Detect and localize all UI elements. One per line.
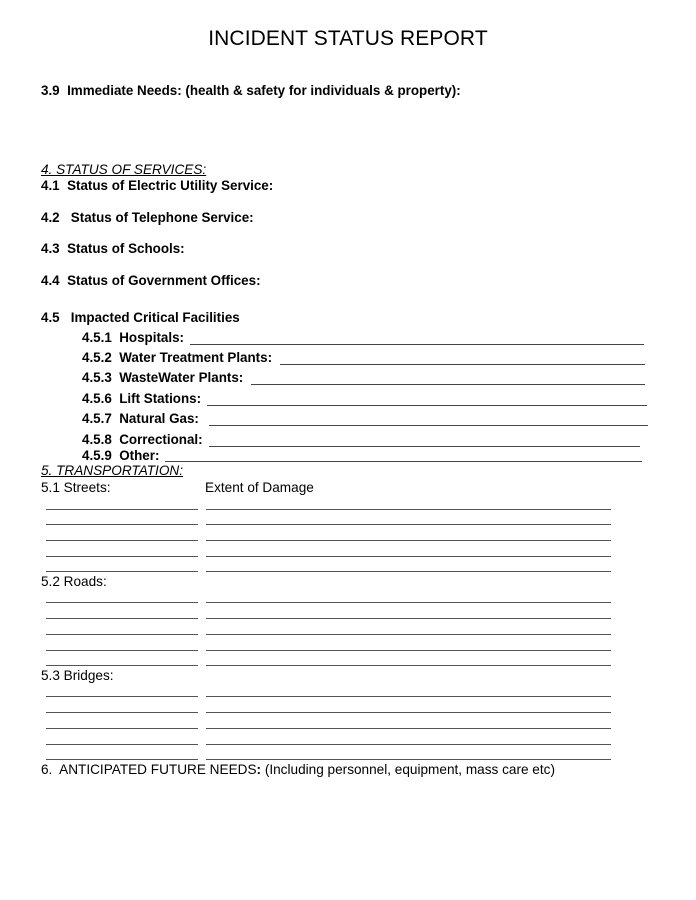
- bridge-name-field[interactable]: [46, 712, 198, 713]
- item-label: Hospitals:: [119, 330, 184, 345]
- item-label: Other:: [119, 448, 160, 463]
- road-damage-field[interactable]: [206, 650, 611, 651]
- item-number: 4.5.6: [82, 391, 112, 406]
- road-damage-field[interactable]: [206, 665, 611, 666]
- bridge-name-field[interactable]: [46, 759, 198, 760]
- bridge-damage-field[interactable]: [206, 744, 611, 745]
- item-label: Status of Telephone Service:: [70, 210, 254, 225]
- wastewater-field[interactable]: [251, 384, 645, 385]
- facility-correctional: [82, 432, 203, 447]
- item-number: 4.4: [41, 273, 60, 288]
- item-number: 4.2: [41, 210, 60, 225]
- road-name-field[interactable]: [46, 618, 198, 619]
- item-label: Status of Electric Utility Service:: [67, 178, 274, 193]
- streets-label: 5.1 Streets:: [41, 480, 111, 495]
- item-label: Impacted Critical Facilities: [70, 310, 240, 325]
- item-4-5: [41, 310, 240, 325]
- item-label: Immediate Needs: (health & safety for individuals & property):: [67, 83, 461, 98]
- bridge-damage-field[interactable]: [206, 712, 611, 713]
- item-4-4: [41, 273, 261, 288]
- street-damage-field[interactable]: [206, 540, 611, 541]
- section-6-title: 6. ANTICIPATED FUTURE NEEDS: [41, 762, 257, 777]
- correctional-field[interactable]: [209, 446, 640, 447]
- section-5-heading: 5. TRANSPORTATION:: [41, 463, 183, 478]
- facility-hospitals: [82, 330, 184, 345]
- bridges-label: 5.3 Bridges:: [41, 668, 114, 683]
- item-label: Natural Gas:: [119, 411, 199, 426]
- road-name-field[interactable]: [46, 665, 198, 666]
- road-name-field[interactable]: [46, 634, 198, 635]
- item-number: 4.3: [41, 241, 60, 256]
- item-number: 4.5.7: [82, 411, 112, 426]
- street-damage-field[interactable]: [206, 556, 611, 557]
- item-number: 4.5: [41, 310, 60, 325]
- lift-stations-field[interactable]: [207, 405, 647, 406]
- road-damage-field[interactable]: [206, 634, 611, 635]
- item-label: Lift Stations:: [119, 391, 202, 406]
- item-4-3: [41, 241, 185, 256]
- facility-natural-gas: [82, 411, 199, 426]
- section-6-heading: [41, 762, 555, 777]
- item-number: 4.5.2: [82, 350, 112, 365]
- item-number: 4.5.1: [82, 330, 112, 345]
- item-number: 4.5.3: [82, 370, 112, 385]
- water-treatment-field[interactable]: [280, 364, 645, 365]
- road-damage-field[interactable]: [206, 618, 611, 619]
- facility-other: [82, 448, 159, 463]
- street-damage-field[interactable]: [206, 571, 611, 572]
- street-name-field[interactable]: [46, 571, 198, 572]
- item-number: 3.9: [41, 83, 60, 98]
- bridge-damage-field[interactable]: [206, 728, 611, 729]
- item-number: 4.1: [41, 178, 60, 193]
- street-name-field[interactable]: [46, 524, 198, 525]
- road-name-field[interactable]: [46, 602, 198, 603]
- bridge-name-field[interactable]: [46, 728, 198, 729]
- other-field[interactable]: [165, 461, 642, 462]
- bridge-damage-field[interactable]: [206, 696, 611, 697]
- hospitals-field[interactable]: [190, 344, 644, 345]
- street-name-field[interactable]: [46, 556, 198, 557]
- item-number: 4.5.8: [82, 432, 112, 447]
- section-6-note: (Including personnel, equipment, mass care etc): [261, 762, 555, 777]
- item-label: Status of Schools:: [67, 241, 185, 256]
- item-label: Status of Government Offices:: [67, 273, 261, 288]
- road-name-field[interactable]: [46, 650, 198, 651]
- extent-of-damage-label: Extent of Damage: [205, 480, 314, 495]
- bridge-damage-field[interactable]: [206, 759, 611, 760]
- item-4-2: [41, 210, 254, 225]
- bridge-name-field[interactable]: [46, 696, 198, 697]
- item-3-9: [41, 83, 461, 98]
- street-name-field[interactable]: [46, 509, 198, 510]
- item-label: WasteWater Plants:: [119, 370, 244, 385]
- item-label: Correctional:: [119, 432, 203, 447]
- street-damage-field[interactable]: [206, 509, 611, 510]
- item-label: Water Treatment Plants:: [119, 350, 273, 365]
- street-damage-field[interactable]: [206, 524, 611, 525]
- section-4-heading: 4. STATUS OF SERVICES:: [41, 162, 207, 177]
- natural-gas-field[interactable]: [209, 425, 648, 426]
- bridge-name-field[interactable]: [46, 744, 198, 745]
- facility-water-treatment: [82, 350, 272, 365]
- page-title: INCIDENT STATUS REPORT: [208, 27, 488, 50]
- item-number: 4.5.9: [82, 448, 112, 463]
- street-name-field[interactable]: [46, 540, 198, 541]
- facility-lift-stations: [82, 391, 201, 406]
- roads-label: 5.2 Roads:: [41, 574, 107, 589]
- road-damage-field[interactable]: [206, 602, 611, 603]
- section-6-colon: :: [256, 762, 262, 777]
- item-4-1: [41, 178, 273, 193]
- facility-wastewater: [82, 370, 243, 385]
